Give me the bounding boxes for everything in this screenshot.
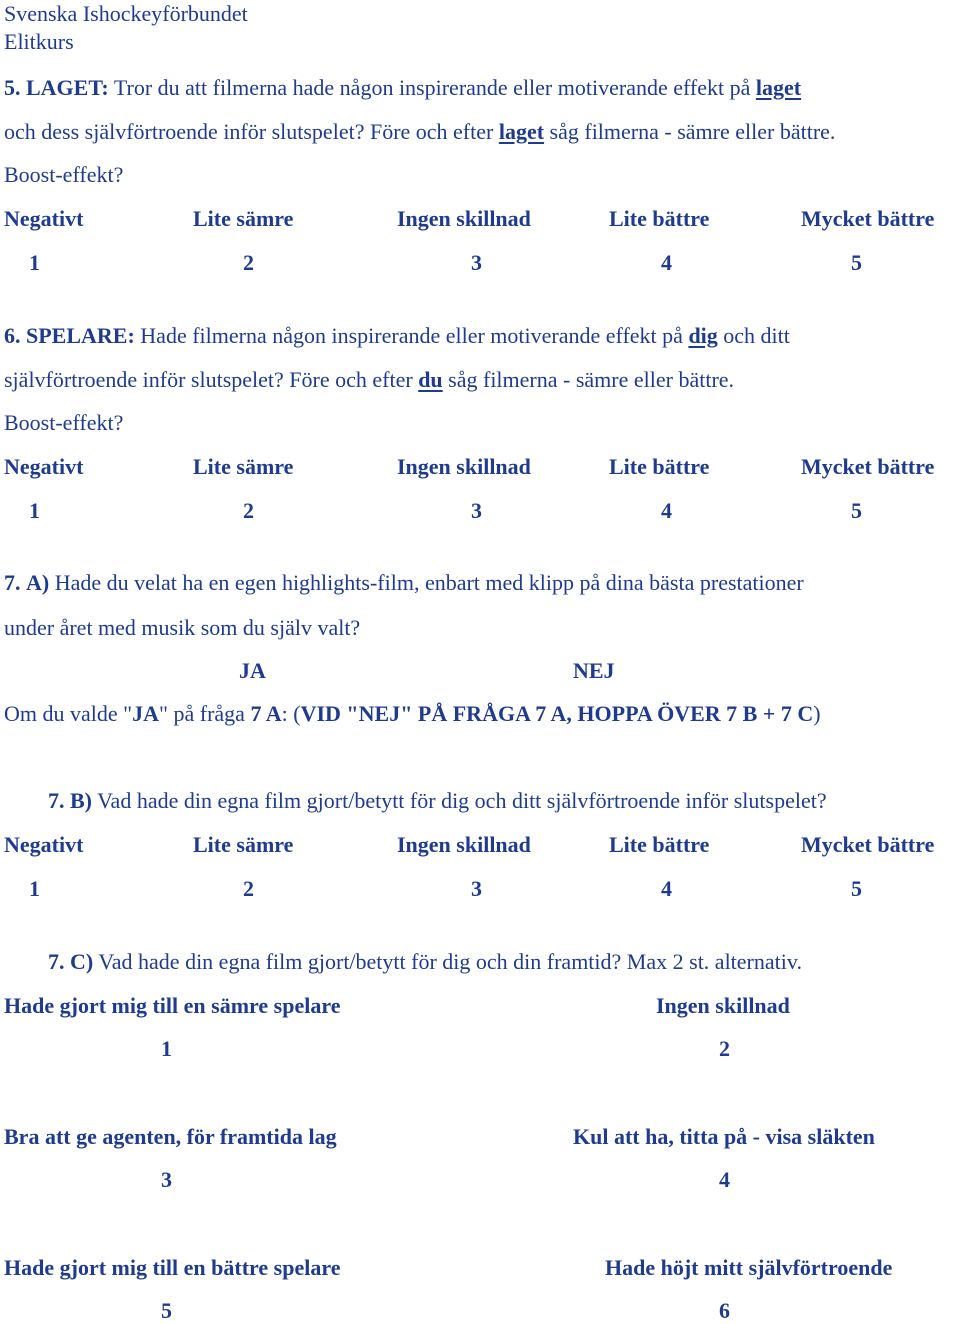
q7c-option-6[interactable]: 6	[719, 1298, 730, 1323]
q6-line-1: 6. SPELARE: Hade filmerna någon inspirerande eller motiverande effekt på dig och ditt	[4, 323, 790, 348]
q7a-note: Om du valde "JA" på fråga 7 A: (VID "NEJ" PÅ FRÅGA 7 A, HOPPA ÖVER 7 B + 7 C)	[4, 701, 821, 726]
course-name: Elitkurs	[4, 29, 74, 54]
q5-line-2: och dess självförtroende inför slutspelet? Före och efter laget såg filmerna - sämre eller bättre.	[4, 119, 836, 144]
scale-label: Ingen skillnad	[397, 206, 531, 231]
scale-option-1[interactable]: 1	[29, 250, 40, 275]
q7a-line-1: 7. A) Hade du velat ha en egen highlights-film, enbart med klipp på dina bästa prestationer	[4, 570, 804, 595]
scale-label: Lite sämre	[193, 454, 294, 479]
no-option[interactable]: NEJ	[573, 658, 615, 683]
scale-option-2[interactable]: 2	[243, 498, 254, 523]
scale-label: Negativt	[4, 206, 84, 231]
scale-option-3[interactable]: 3	[471, 250, 482, 275]
q7b-scale-labels	[0, 832, 960, 858]
q7c-option-4[interactable]: 4	[719, 1167, 730, 1192]
q7c-option-label-3: Bra att ge agenten, för framtida lag	[4, 1124, 337, 1149]
q7a-yes-no	[0, 658, 960, 684]
scale-label: Lite bättre	[609, 206, 710, 231]
scale-option-4[interactable]: 4	[661, 876, 672, 901]
scale-label: Ingen skillnad	[397, 454, 531, 479]
q7c-option-label-4: Kul att ha, titta på - visa släkten	[573, 1124, 875, 1149]
q5-line-1: 5. LAGET: Tror du att filmerna hade någon inspirerande eller motiverande effekt på laget	[4, 75, 802, 100]
scale-label: Lite bättre	[609, 454, 710, 479]
q7c-option-label-6: Hade höjt mitt självförtroende	[605, 1255, 893, 1280]
scale-label: Lite sämre	[193, 206, 294, 231]
scale-label: Mycket bättre	[801, 832, 935, 857]
scale-option-5[interactable]: 5	[851, 250, 862, 275]
q7b-scale-numbers	[0, 876, 960, 902]
q5-line-3: Boost-effekt?	[4, 162, 124, 187]
q6-scale-numbers	[0, 498, 960, 524]
q7a-line-2: under året med musik som du själv valt?	[4, 615, 361, 640]
scale-label: Negativt	[4, 454, 84, 479]
q6-line-3: Boost-effekt?	[4, 410, 124, 435]
q7c-option-5[interactable]: 5	[161, 1298, 172, 1323]
scale-label: Ingen skillnad	[397, 832, 531, 857]
q7c-option-label-5: Hade gjort mig till en bättre spelare	[4, 1255, 341, 1280]
scale-option-4[interactable]: 4	[661, 250, 672, 275]
scale-label: Mycket bättre	[801, 454, 935, 479]
q7c-option-label-2: Ingen skillnad	[656, 993, 790, 1018]
scale-option-4[interactable]: 4	[661, 498, 672, 523]
q7b-question: 7. B) Vad hade din egna film gjort/betytt för dig och ditt självförtroende inför slutspelet?	[48, 788, 827, 813]
scale-label: Lite bättre	[609, 832, 710, 857]
q7c-option-1[interactable]: 1	[161, 1036, 172, 1061]
q7c-option-label-1: Hade gjort mig till en sämre spelare	[4, 993, 341, 1018]
q7c-option-3[interactable]: 3	[161, 1167, 172, 1192]
scale-option-1[interactable]: 1	[29, 498, 40, 523]
scale-option-5[interactable]: 5	[851, 876, 862, 901]
q6-line-2: självförtroende inför slutspelet? Före och efter du såg filmerna - sämre eller bättre.	[4, 367, 735, 392]
scale-label: Mycket bättre	[801, 206, 935, 231]
org-name: Svenska Ishockeyförbundet	[4, 1, 248, 26]
q5-scale-numbers	[0, 250, 960, 276]
scale-option-3[interactable]: 3	[471, 498, 482, 523]
scale-option-3[interactable]: 3	[471, 876, 482, 901]
scale-option-2[interactable]: 2	[243, 250, 254, 275]
q7c-option-2[interactable]: 2	[719, 1036, 730, 1061]
scale-option-5[interactable]: 5	[851, 498, 862, 523]
q7c-question: 7. C) Vad hade din egna film gjort/betytt för dig och din framtid? Max 2 st. alternativ.	[48, 949, 802, 974]
scale-label: Negativt	[4, 832, 84, 857]
scale-option-1[interactable]: 1	[29, 876, 40, 901]
yes-option[interactable]: JA	[239, 658, 266, 683]
scale-option-2[interactable]: 2	[243, 876, 254, 901]
q5-scale-labels	[0, 206, 960, 232]
q6-scale-labels	[0, 454, 960, 480]
scale-label: Lite sämre	[193, 832, 294, 857]
